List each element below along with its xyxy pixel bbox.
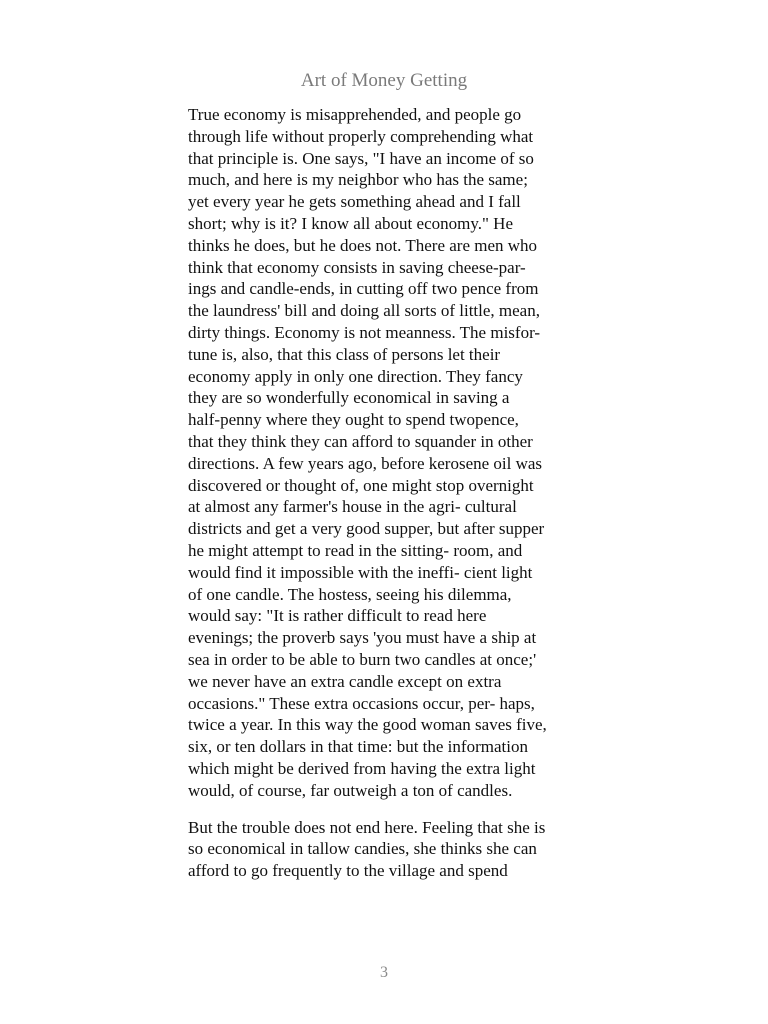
text-line: we never have an extra candle except on extra bbox=[188, 671, 502, 691]
text-line: at almost any farmer's house in the agri- cultural bbox=[188, 497, 517, 517]
text-line: directions. A few years ago, before kerosene oil was bbox=[188, 453, 543, 473]
page-number: 3 bbox=[380, 964, 388, 981]
text-line: tune is, also, that this class of persons let their bbox=[188, 344, 501, 364]
text-line: he might attempt to read in the sitting- room, and bbox=[188, 540, 523, 560]
text-line: they are so wonderfully economical in saving a bbox=[188, 388, 510, 408]
text-line: through life without properly comprehending what bbox=[188, 126, 534, 146]
text-line: the laundress' bill and doing all sorts of little, mean, bbox=[188, 301, 540, 321]
text-line: would find it impossible with the ineffi- cient light bbox=[188, 562, 533, 582]
paragraph-2 bbox=[188, 817, 588, 882]
text-line: evenings; the proverb says 'you must have a ship at bbox=[188, 628, 537, 648]
text-line: think that economy consists in saving cheese-par- bbox=[188, 257, 526, 277]
text-line: so economical in tallow candies, she thinks she can bbox=[188, 839, 537, 859]
text-line: of one candle. The hostess, seeing his dilemma, bbox=[188, 584, 512, 604]
text-line: ings and candle-ends, in cutting off two pence from bbox=[188, 279, 539, 299]
text-line: short; why is it? I know all about economy." He bbox=[188, 213, 514, 233]
text-line: sea in order to be able to burn two candles at once;' bbox=[188, 649, 537, 669]
text-line: But the trouble does not end here. Feeling that she is bbox=[188, 817, 546, 837]
text-line: districts and get a very good supper, but after supper bbox=[188, 519, 545, 539]
text-line: would say: "It is rather difficult to read here bbox=[188, 606, 487, 626]
text-line: six, or ten dollars in that time: but the information bbox=[188, 737, 528, 757]
paragraph-1 bbox=[188, 104, 588, 802]
text-line: which might be derived from having the extra light bbox=[188, 758, 536, 778]
text-line: half-penny where they ought to spend twopence, bbox=[188, 410, 519, 430]
text-line: afford to go frequently to the village and spend bbox=[188, 861, 508, 881]
text-line: would, of course, far outweigh a ton of candles. bbox=[188, 780, 513, 800]
text-line: thinks he does, but he does not. There are men who bbox=[188, 235, 538, 255]
text-line: that principle is. One says, "I have an income of so bbox=[188, 148, 534, 168]
text-line: yet every year he gets something ahead and I fall bbox=[188, 192, 521, 212]
text-line: economy apply in only one direction. They fancy bbox=[188, 366, 523, 386]
text-line: dirty things. Economy is not meanness. The misfor- bbox=[188, 322, 541, 342]
running-header: Art of Money Getting bbox=[300, 70, 468, 91]
text-line: twice a year. In this way the good woman saves five, bbox=[188, 715, 547, 735]
text-line: much, and here is my neighbor who has the same; bbox=[188, 170, 528, 190]
body-text bbox=[188, 104, 588, 882]
text-line: True economy is misapprehended, and people go bbox=[188, 105, 522, 124]
paragraph-gap bbox=[188, 802, 588, 817]
text-line: discovered or thought of, one might stop overnight bbox=[188, 475, 534, 495]
text-line: that they think they can afford to squander in other bbox=[188, 431, 533, 451]
text-line: occasions." These extra occasions occur, per- haps, bbox=[188, 693, 535, 713]
